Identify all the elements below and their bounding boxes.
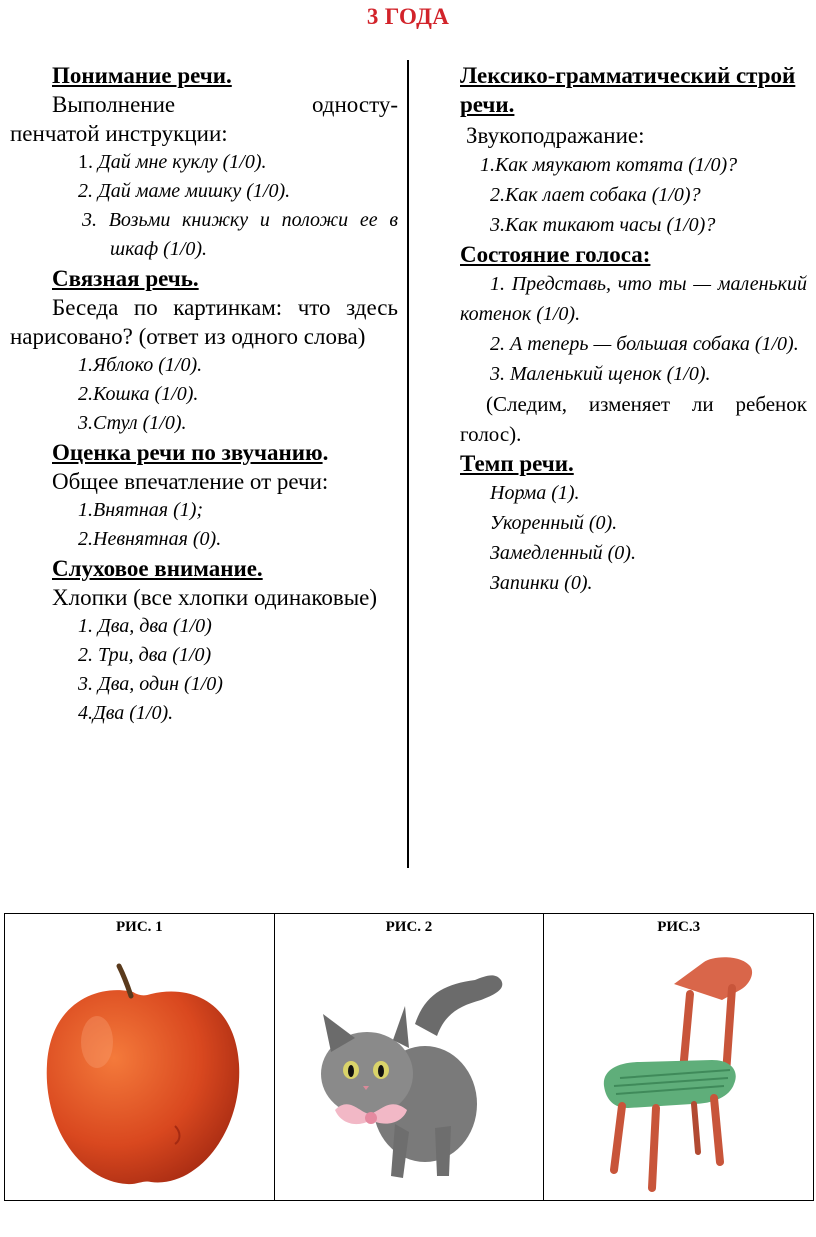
list-item: Запинки (0).	[490, 572, 593, 594]
list-number: 1.	[78, 151, 93, 173]
list-item: Укоренный (0).	[490, 512, 618, 534]
column-divider	[407, 60, 409, 868]
picture-caption: РИС.3	[657, 919, 701, 935]
list-item	[10, 148, 398, 177]
section-intro: Хлопки (все хлопки одинаковые)	[52, 585, 378, 610]
list-item: 2. А теперь — большая собака (1/0).	[490, 333, 799, 355]
picture-caption: РИС. 2	[385, 919, 433, 935]
heading-period: .	[322, 440, 329, 465]
list-number: 3.	[82, 209, 97, 231]
section-heading-sound-evaluation	[10, 438, 398, 467]
right-column	[460, 61, 807, 598]
list-item: 1.Как мяукают котята (1/0)?	[480, 154, 738, 176]
list-item: 4.Два (1/0).	[78, 702, 174, 724]
list-item: 1.Внятная (1);	[78, 499, 204, 521]
pictures-table	[4, 913, 814, 1201]
section-heading-coherent-speech: Связная речь.	[52, 266, 199, 291]
list-item: 3. Два, один (1/0)	[78, 673, 223, 695]
picture-cell-cat	[274, 914, 544, 1201]
chair-illustration	[544, 914, 814, 1202]
list-item: Замедленный (0).	[490, 542, 636, 564]
intro-line: Выполнение односту-	[52, 92, 398, 117]
note: (Следим, изменяет ли ребенок голос).	[460, 392, 807, 446]
list-item: 1.Яблоко (1/0).	[78, 354, 203, 376]
section-heading-speech-tempo: Темп речи.	[460, 451, 574, 476]
list-text: Дай мне куклу (1/0).	[98, 151, 267, 173]
left-column	[10, 61, 398, 728]
list-text: Дай маме мишку (1/0).	[98, 180, 291, 202]
list-number: 2.	[78, 180, 93, 202]
intro-line: пенчатой инструкции:	[10, 121, 228, 146]
list-text: Возьми книжку и положи ее в шкаф (1/0).	[108, 209, 399, 260]
picture-caption: РИС. 1	[115, 919, 163, 935]
list-item: 1. Представь, что ты — маленький котенок (1/0).	[460, 273, 807, 325]
list-item: 2. Три, два (1/0)	[78, 644, 212, 666]
list-item: 3.Стул (1/0).	[78, 412, 187, 434]
section-heading-lexical-grammar: Лексико-грамматический строй речи.	[460, 63, 796, 117]
list-item: 2.Как лает собака (1/0)?	[490, 184, 701, 206]
cat-illustration	[275, 914, 545, 1202]
section-intro: Общее впечатление от речи:	[52, 469, 329, 494]
list-item: 3.Как тикают часы (1/0)?	[490, 214, 716, 236]
list-item: 1. Два, два (1/0)	[78, 615, 212, 637]
list-item: Норма (1).	[490, 482, 580, 504]
list-item	[10, 206, 398, 264]
heading-text: Оценка речи по звучанию	[52, 440, 323, 465]
picture-cell-chair	[544, 914, 814, 1201]
list-item: 2.Невнятная (0).	[78, 528, 222, 550]
section-heading-speech-understanding: Понимание речи.	[52, 63, 232, 88]
section-heading-voice-state: Состояние голоса:	[460, 242, 651, 267]
apple-illustration	[5, 914, 273, 1202]
list-item: 2.Кошка (1/0).	[78, 383, 199, 405]
picture-cell-apple	[5, 914, 275, 1201]
section-heading-auditory-attention: Слуховое внимание.	[52, 556, 263, 581]
section-intro: Звукоподражание:	[466, 123, 645, 148]
list-item: 3. Маленький щенок (1/0).	[490, 363, 711, 385]
list-item	[10, 177, 398, 206]
section-intro: Беседа по картинкам: что здесь нарисовано? (ответ из одного слова)	[10, 295, 398, 349]
page-title: 3 ГОДА	[366, 4, 450, 29]
